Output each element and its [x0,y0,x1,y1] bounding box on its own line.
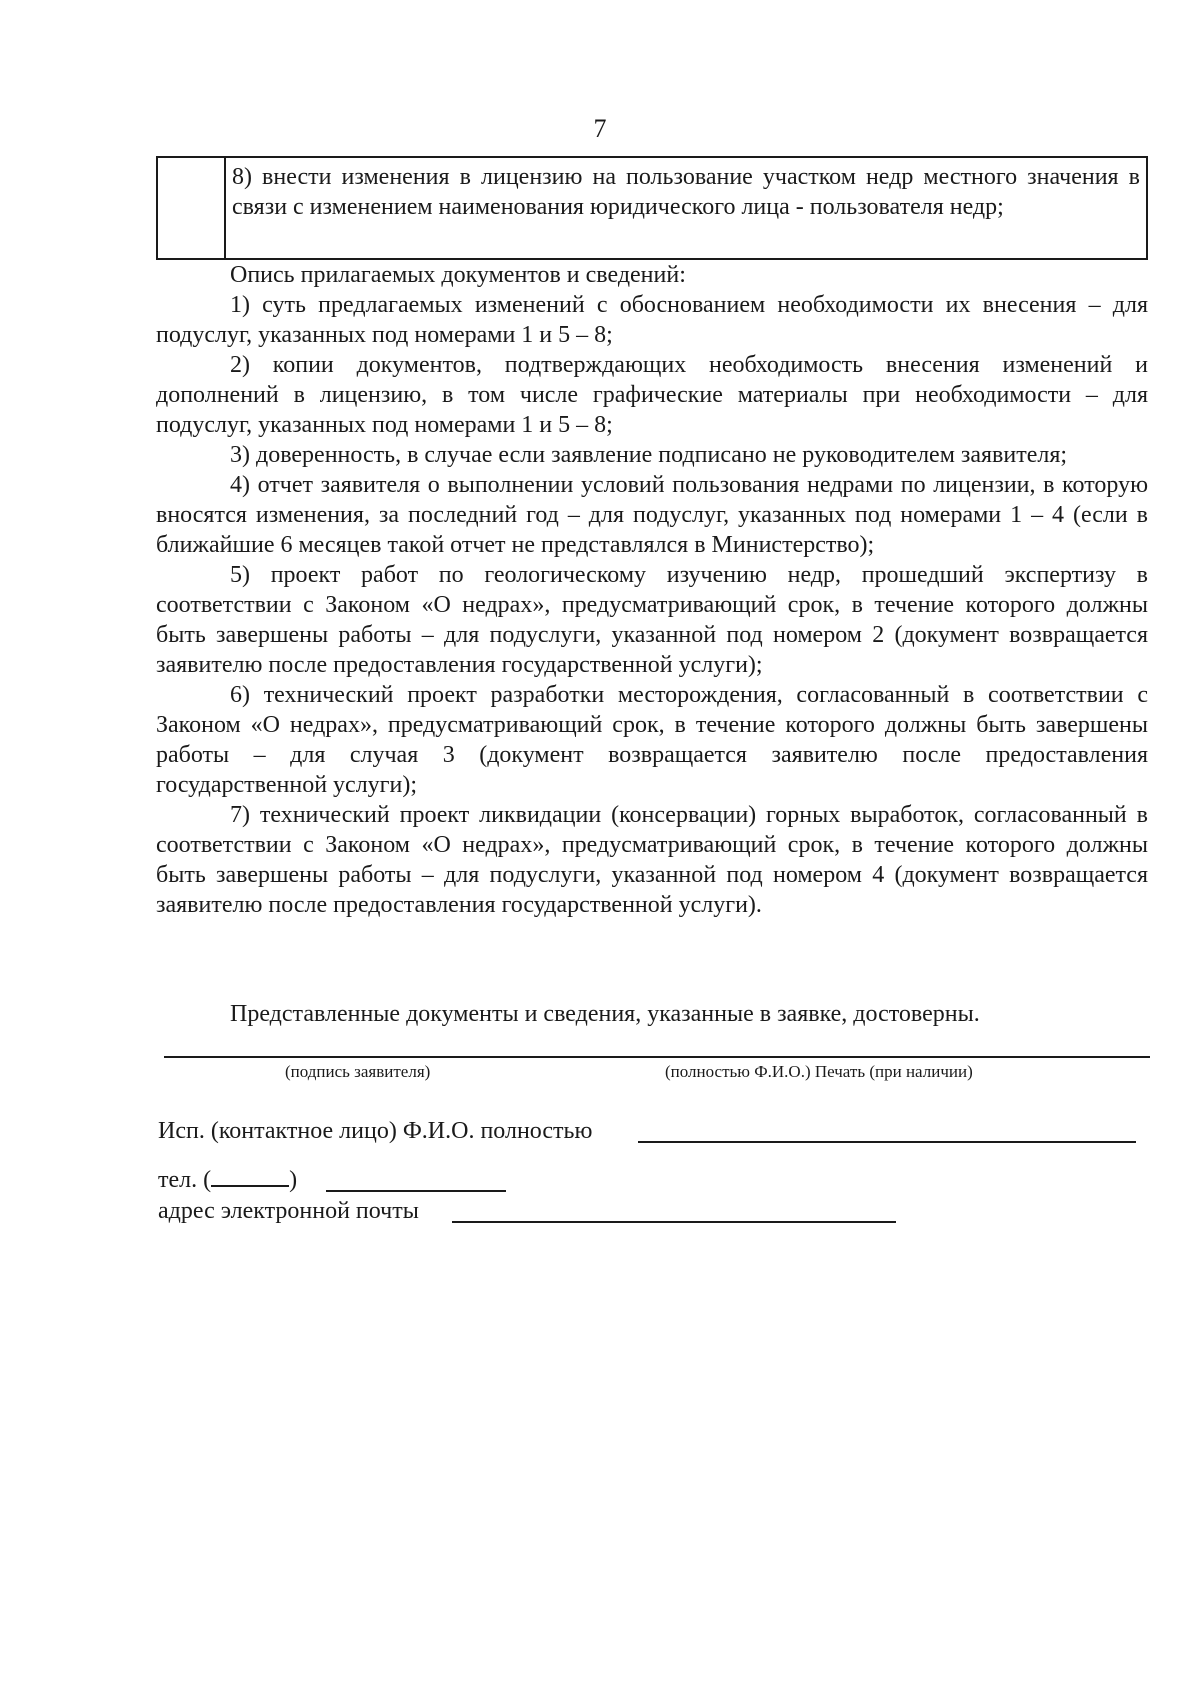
email-field[interactable] [452,1221,896,1223]
table-item-8: 8) внести изменения в лицензию на пользование участком недр местного значения в связи с изменением наименования юридического лица - пользователя недр; [232,164,1140,220]
subservice-table [156,156,1148,260]
name-seal-caption: (полностью Ф.И.О.) Печать (при наличии) [665,1062,973,1081]
inventory-item-6: 6) технический проект разработки месторождения, согласованный в соответствии с Законом «О недрах», предусматривающий срок, в течение которого должны быть завершены работы – для случая 3 (документ возвращается заявителю после предоставления государственной услуги); [156,682,1148,798]
table-checkbox-cell [158,158,226,258]
phone-row [158,1165,297,1195]
inventory-item-2: 2) копии документов, подтверждающих необходимость внесения изменений и дополнений в лицензию, в том числе графические материалы при необходимости – для подуслуг, указанных под номерами 1 и 5 – 8; [156,352,1148,438]
contact-person-label: Исп. (контактное лицо) Ф.И.О. полностью [158,1118,593,1144]
inventory-item-4: 4) отчет заявителя о выполнении условий пользования недрами по лицензии, в которую вносятся изменения, за последний год – для подуслуг, указанных под номерами 1 – 4 (если в ближайшие 6 месяцев такой отчет не представлялся в Министерство); [156,472,1148,558]
contact-person-field[interactable] [638,1141,1136,1143]
signature-line[interactable] [164,1056,1150,1058]
phone-area-code-field[interactable] [211,1165,289,1187]
email-label: адрес электронной почты [158,1198,419,1224]
inventory-heading: Опись прилагаемых документов и сведений: [230,262,686,288]
phone-prefix: тел. ( [158,1167,212,1193]
documents-inventory [156,260,1148,920]
inventory-item-3: 3) доверенность, в случае если заявление подписано не руководителем заявителя; [230,442,1068,468]
inventory-item-5: 5) проект работ по геологическому изучению недр, прошедший экспертизу в соответствии с Законом «О недрах», предусматривающий срок, в течение которого должны быть завершены работы – для подуслуги, указанной под номером 2 (документ возвращается заявителю после предоставления государственной услуги); [156,562,1148,678]
phone-number-field[interactable] [326,1190,506,1192]
page-number: 7 [593,114,607,143]
inventory-item-1: 1) суть предлагаемых изменений с обоснованием необходимости их внесения – для подуслуг, указанных под номерами 1 и 5 – 8; [156,292,1148,348]
certification-statement: Представленные документы и сведения, указанные в заявке, достоверны. [230,1001,980,1027]
phone-suffix: ) [289,1167,298,1193]
inventory-item-7: 7) технический проект ликвидации (консервации) горных выработок, согласованный в соответствии с Законом «О недрах», предусматривающий срок, в течение которого должны быть завершены работы – для подуслуги, указанной под номером 4 (документ возвращается заявителю после предоставления государственной услуги). [156,802,1148,918]
applicant-signature-caption: (подпись заявителя) [285,1062,431,1081]
